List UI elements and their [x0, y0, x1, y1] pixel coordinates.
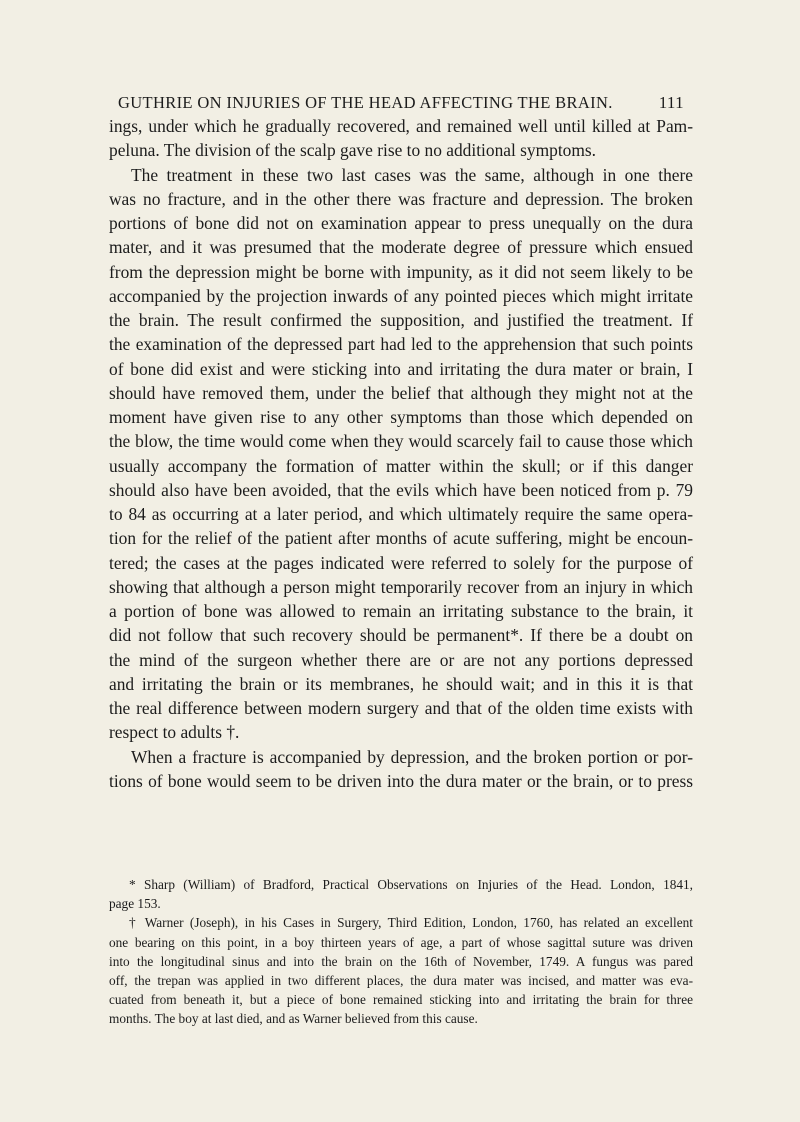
footnote-line: † Warner (Joseph), in his Cases in Surgery, Third Edition, London, 1760, has related an excellent: [129, 915, 693, 931]
text-line: the mind of the surgeon whether there are or are not any portions depressed: [109, 649, 693, 670]
text-line: a portion of bone was allowed to remain an irritating substance to the brain, it: [109, 601, 693, 621]
text-line: moment have given rise to any other symptoms than those which depended on: [109, 407, 693, 427]
footnote-line: off, the trepan was applied in two different places, the dura mater was incised, and matter was eva-: [109, 972, 693, 988]
text-line: ings, under which he gradually recovered, and remained well until killed at Pam-: [109, 116, 693, 136]
page-number: 111: [658, 93, 684, 112]
footnote-line: page 153.: [109, 896, 161, 912]
text-line: accompanied by the projection inwards of any pointed pieces which might irritate: [109, 285, 693, 306]
text-line: the examination of the depressed part had led to the apprehension that such points: [109, 334, 693, 355]
text-line: peluna. The division of the scalp gave rise to no additional symptoms.: [109, 140, 597, 161]
text-line: usually accompany the formation of matter within the skull; or if this danger: [109, 455, 693, 476]
text-line: showing that although a person might temporarily recover from an injury in which: [109, 576, 693, 597]
text-line: from the depression might be borne with impunity, as it did not seem likely to be: [109, 261, 693, 282]
text-line: respect to adults †.: [109, 722, 240, 743]
footnote-line: * Sharp (William) of Bradford, Practical Observations on Injuries of the Head. London, 1841,: [129, 877, 693, 892]
footnotes: [109, 875, 693, 1029]
text-line: should have removed them, under the belief that although they might not at the: [109, 382, 693, 403]
text-line: the blow, the time would come when they would scarcely fail to cause those which: [109, 431, 693, 452]
running-header: [118, 93, 684, 115]
text-line: the real difference between modern surgery and that of the olden time exists with: [109, 698, 693, 718]
footnote-line: cuated from beneath it, but a piece of bone remained sticking into and irritating the brain for three: [109, 992, 693, 1008]
text-line: portions of bone did not on examination appear to press unequally on the dura: [109, 213, 693, 233]
footnote-line: into the longitudinal sinus and into the brain on the 16th of November, 1749. A fungus was pared: [109, 953, 693, 969]
text-line: and irritating the brain or its membranes, he should wait; and in this it is that: [109, 673, 693, 694]
text-line: tered; the cases at the pages indicated were referred to solely for the purpose of: [109, 552, 693, 573]
text-line: The treatment in these two last cases was the same, although in one there: [131, 164, 693, 185]
footnote-line: months. The boy at last died, and as Warner believed from this cause.: [109, 1011, 478, 1027]
running-title: GUTHRIE ON INJURIES OF THE HEAD AFFECTING THE BRAIN.: [118, 93, 613, 112]
text-line: did not follow that such recovery should be permanent*. If there be a doubt on: [109, 625, 693, 646]
text-line: When a fracture is accompanied by depression, and the broken portion or por-: [131, 746, 693, 767]
text-line: mater, and it was presumed that the moderate degree of pressure which ensued: [109, 237, 693, 258]
text-line: to 84 as occurring at a later period, and which ultimately require the same opera-: [109, 504, 693, 524]
text-line: tion for the relief of the patient after months of acute suffering, might be encoun-: [109, 528, 693, 549]
text-line: the brain. The result confirmed the supposition, and justified the treatment. If: [109, 310, 693, 330]
text-line: should also have been avoided, that the evils which have been noticed from p. 79: [109, 479, 693, 500]
text-line: tions of bone would seem to be driven into the dura mater or the brain, or to press: [109, 770, 693, 791]
footnote-line: one bearing on this point, in a boy thirteen years of age, a part of whose sagittal suture was driven: [109, 934, 693, 950]
text-line: was no fracture, and in the other there was fracture and depression. The broken: [109, 188, 693, 209]
body-text: [109, 114, 693, 793]
text-line: of bone did exist and were sticking into and irritating the dura mater or brain, I: [109, 358, 693, 379]
